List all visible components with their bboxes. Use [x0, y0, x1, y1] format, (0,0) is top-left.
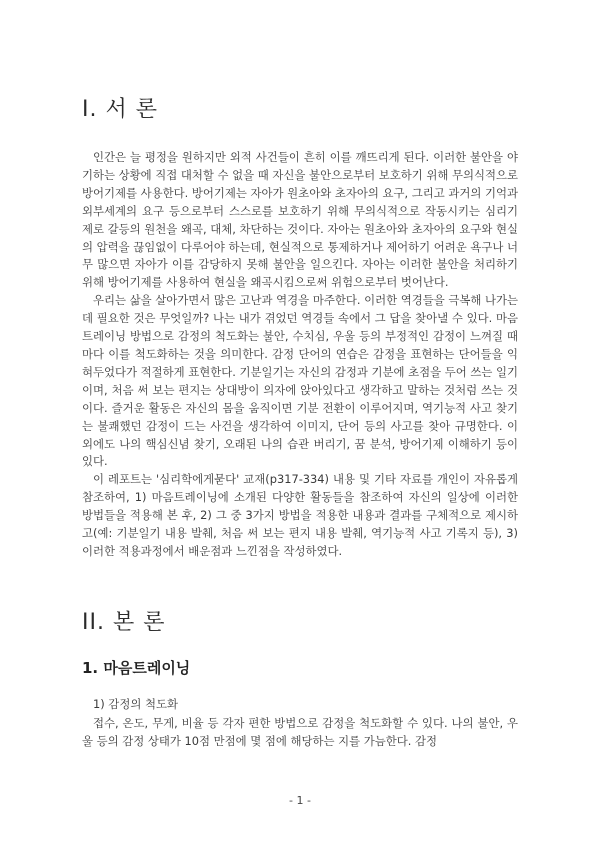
introduction-paragraph-3: 이 레포트는 '심리학에게묻다' 교재(p317-334) 내용 및 기타 자료를 개인이 자유롭게 참조하여, 1) 마음트레이닝에 소개된 다양한 활동들을 참조하여 자신의 일상에 이러한 방법들을 적용해 본 후, 2) 그 중 3가지 방법을 적용한 내용과 결과를 구체적으로 제시하고(예: 기분일기 내용 발췌, 처음 써 보는 편지 내용 발췌, 역기능적 사고 기록지 등), 3) 이러한 적용과정에서 배운점과 느낀점을 작성하였다. — [82, 472, 518, 558]
section-title-introduction: I. 서 론 — [82, 97, 158, 122]
section-title-main-body: II. 본 론 — [82, 610, 166, 635]
page-number: - 1 - — [289, 794, 311, 807]
item-heading-emotion-scaling: 1) 감정의 척도화 — [93, 697, 178, 711]
introduction-paragraph-2: 우리는 삶을 살아가면서 많은 고난과 역경을 마주한다. 이러한 역경들을 극복해 나가는 데 필요한 것은 무엇일까? 나는 내가 겪었던 역경들 속에서 그 답을 찾아낼 수 있다. 마음트레이닝 방법으로 감정의 척도화는 불안, 수치심, 우울 등의 부정적인 감정이 느껴질 때마다 이를 척도화하는 것을 의미한다. 감정 단어의 연습은 감정을 표현하는 단어들을 익혀두었다가 적절하게 표현한다. 기분일기는 자신의 감정과 기분에 초점을 두어 쓰는 일기이며, 처음 써 보는 편지는 상대방이 의자에 앉아있다고 생각하고 말하는 것처럼 쓰는 것이다. 즐거운 활동은 자신의 몸을 움직이면 기분 전환이 이루어지며, 역기능적 사고 찾기는 불쾌했던 감정이 드는 사건을 생각하여 이미지, 단어 등의 사고를 찾아 규명한다. 이 외에도 나의 핵심신념 찾기, 오래된 나의 습관 버리기, 꿈 분석, 방어기제 이해하기 등이 있다. — [82, 293, 518, 469]
introduction-paragraph-1: 인간은 늘 평정을 원하지만 외적 사건들이 흔히 이를 깨뜨리게 된다. 이러한 불안을 야기하는 상황에 직접 대처할 수 없을 때 자신을 불안으로부터 보호하기 위해 무의식적으로 방어기제를 사용한다. 방어기제는 자아가 원초아와 초자아의 요구, 그리고 과거의 기억과 외부세계의 요구 등으로부터 스스로를 보호하기 위해 무의식적으로 작동시키는 심리기제로 갈등의 원천을 왜곡, 대체, 차단하는 것이다. 자아는 원초아와 초자아의 요구와 현실의 압력을 끊임없이 다루어야 하는데, 현실적으로 통제하거나 제어하기 어려운 욕구나 너무 많으면 자아가 이를 감당하지 못해 불안을 일으킨다. 자아는 이러한 불안을 처리하기 위해 방어기제를 사용하여 현실을 왜곡시킴으로써 위험으로부터 벗어난다. — [82, 150, 518, 290]
emotion-scaling-paragraph: 접수, 온도, 무게, 비율 등 각자 편한 방법으로 감정을 척도화할 수 있다. 나의 불안, 우울 등의 감정 상태가 10점 만점에 몇 점에 해당하는 지를 가늠한다. 감정 — [82, 716, 518, 748]
emotion-scaling-body — [82, 715, 518, 751]
subsection-title-mind-training: 1. 마음트레이닝 — [82, 659, 191, 677]
introduction-body — [82, 149, 518, 561]
